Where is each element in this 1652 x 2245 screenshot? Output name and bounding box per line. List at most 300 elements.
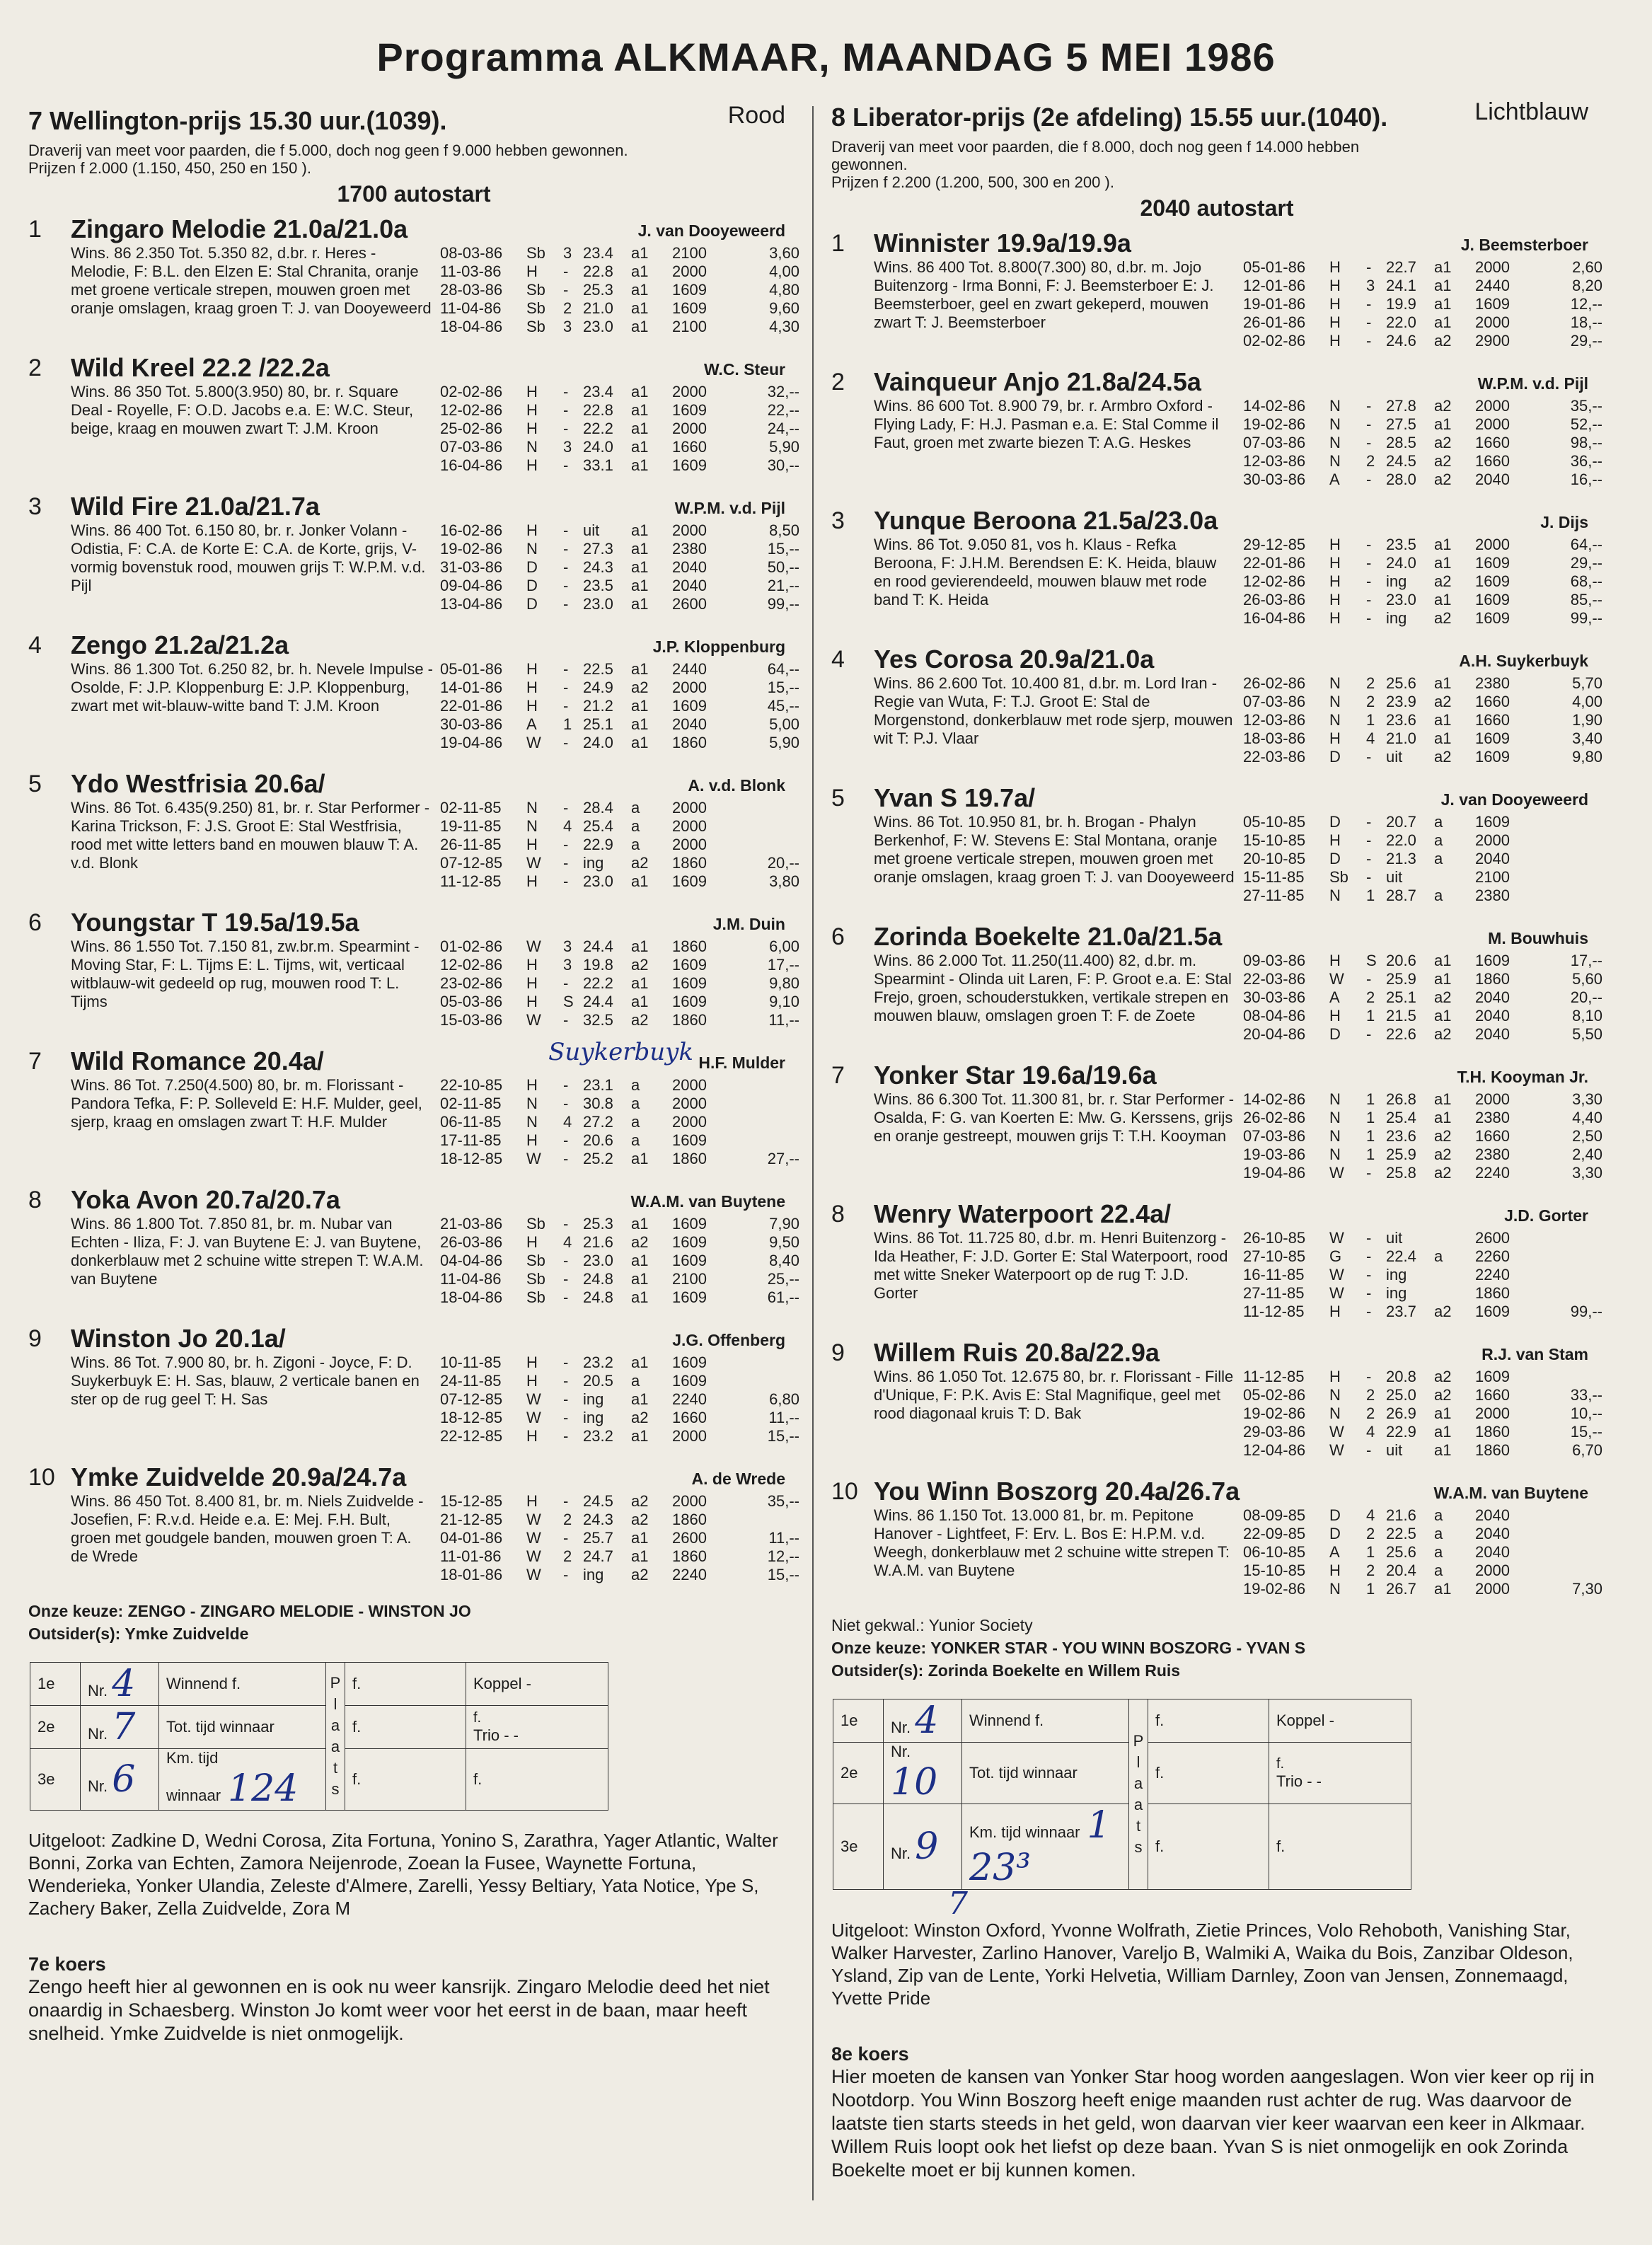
nr-label: Nr. — [891, 1719, 911, 1736]
run-date: 15-03-86 — [440, 1011, 503, 1029]
horse-name: Zingaro Melodie 21.0a/21.0a — [71, 214, 408, 243]
run-track: W — [526, 1150, 541, 1167]
run-odds: 3,60 — [769, 244, 799, 262]
run-start: a1 — [631, 1427, 649, 1445]
run-start: a1 — [1434, 711, 1452, 729]
horse-number: 2 — [28, 354, 42, 381]
run-km-time: 23.2 — [583, 1354, 613, 1371]
handwritten-number: 9 — [915, 1825, 939, 1868]
run-distance: 2440 — [1475, 277, 1510, 294]
run-start: a — [631, 836, 640, 853]
result-row — [30, 1706, 608, 1749]
koppel-label: Koppel — [1276, 1712, 1325, 1729]
run-track: H — [1329, 572, 1341, 590]
run-odds: 50,-- — [767, 558, 799, 576]
run-start: a1 — [1434, 1007, 1452, 1025]
horse-trainer: M. Bouwhuis — [1488, 929, 1588, 947]
run-track: N — [1329, 397, 1341, 415]
run-start: a1 — [631, 521, 649, 539]
run-date: 16-04-86 — [440, 456, 503, 474]
run-row — [440, 1427, 799, 1445]
onze-keuze-label: Onze keuze: — [28, 1602, 124, 1620]
run-start: a2 — [1434, 748, 1452, 766]
run-km-time: 24.4 — [583, 937, 613, 955]
run-position: - — [563, 1427, 569, 1445]
run-row — [1243, 1145, 1602, 1164]
horse-recent-runs — [1236, 1506, 1602, 1598]
run-row — [440, 817, 799, 836]
run-date: 15-10-85 — [1243, 1562, 1306, 1579]
horse-header — [28, 1185, 799, 1215]
run-km-time: 28.0 — [1386, 471, 1416, 488]
run-position: 1 — [1366, 887, 1375, 904]
run-distance: 2000 — [672, 1427, 707, 1445]
run-date: 16-04-86 — [1243, 609, 1306, 627]
run-row — [1243, 1368, 1602, 1386]
run-date: 22-10-85 — [440, 1076, 503, 1094]
niet-gekwal-value: Yunior Society — [928, 1616, 1033, 1634]
run-position: - — [1366, 1284, 1372, 1302]
run-start — [1434, 1266, 1475, 1284]
horse-description: Wins. 86 1.150 Tot. 13.000 81, br. m. Pepitone Hanover - Lightfeet, F: Erv. L. Bos E: H.P.M. v.d. Weegh, donkerblauw met 2 schuine witte strepen T: W.A.M. van Buytene — [874, 1506, 1230, 1579]
run-distance: 1860 — [1475, 1284, 1510, 1302]
run-start: a1 — [1434, 729, 1452, 747]
run-position: - — [1366, 831, 1372, 849]
run-position: 1 — [1366, 1543, 1375, 1561]
run-row — [440, 1215, 799, 1233]
run-start: a1 — [631, 1270, 649, 1288]
niet-gekwal-label: Niet gekwal.: — [831, 1616, 925, 1634]
run-track: H — [526, 383, 538, 400]
run-start: a2 — [1434, 332, 1452, 350]
run-track: A — [1329, 988, 1340, 1006]
run-km-time: 23.0 — [583, 318, 613, 335]
run-position: - — [563, 1150, 569, 1167]
horse-recent-runs — [1236, 1090, 1602, 1182]
run-position: - — [1366, 415, 1372, 433]
run-position: 1 — [1366, 711, 1375, 729]
run-km-time: 22.5 — [583, 660, 613, 678]
run-position: - — [563, 1131, 569, 1149]
run-position: - — [1366, 536, 1372, 553]
run-track: H — [526, 521, 538, 539]
run-row — [1243, 813, 1602, 831]
run-odds: 8,50 — [769, 521, 799, 539]
trio-text: Trio — [1276, 1772, 1303, 1790]
run-track: D — [526, 558, 538, 576]
run-date: 12-02-86 — [440, 956, 503, 974]
run-odds — [1546, 1562, 1602, 1580]
run-date: 29-12-85 — [1243, 536, 1306, 553]
run-km-time: 23.0 — [583, 872, 613, 890]
horse-body — [28, 1354, 799, 1445]
horse-trainer: W.P.M. v.d. Pijl — [674, 499, 785, 517]
run-distance: 1609 — [672, 1372, 707, 1390]
run-track: H — [526, 974, 538, 992]
run-distance: 1609 — [1475, 729, 1510, 747]
run-distance: 2000 — [1475, 313, 1510, 331]
run-odds: 24,-- — [767, 420, 799, 437]
run-distance: 2240 — [672, 1566, 707, 1583]
run-row — [1243, 572, 1602, 591]
run-position: - — [1366, 1247, 1372, 1265]
race-8-result-table — [831, 1699, 1602, 1890]
run-distance: 2040 — [1475, 1007, 1510, 1025]
trio-dashes: - - — [504, 1726, 519, 1744]
horse-description: Wins. 86 Tot. 7.900 80, br. h. Zigoni - Joyce, F: D. Suykerbuyk E: H. Sas, blauw, 2 verticale banen en ster op de rug geel T: H. Sas — [71, 1354, 420, 1408]
run-start: a1 — [1434, 1441, 1452, 1459]
race-8-color: Lichtblauw — [1474, 98, 1588, 125]
run-start: a1 — [1434, 277, 1452, 294]
run-position: - — [1366, 1229, 1372, 1247]
run-track: N — [1329, 1090, 1341, 1108]
horse-recent-runs — [433, 1354, 799, 1445]
horse-description: Wins. 86 Tot. 11.725 80, d.br. m. Henri Buitenzorg - Ida Heather, F: J.D. Gorter E: Stal Waterpoort, rood met witte Sneker Waterpoort op de rug T: J.D. Gorter — [874, 1229, 1228, 1302]
run-start: a2 — [631, 854, 649, 872]
run-km-time: 28.4 — [583, 799, 613, 816]
horse-recent-runs — [1236, 952, 1602, 1044]
run-odds: 4,40 — [1572, 1109, 1602, 1126]
run-odds: 25,-- — [767, 1270, 799, 1288]
run-track: H — [1329, 277, 1341, 294]
race-8-title: 8 Liberator-prijs (2e afdeling) 15.55 uur.(1040). — [831, 103, 1388, 132]
horse-body — [831, 813, 1602, 905]
run-odds: 27,-- — [767, 1150, 799, 1167]
run-position: 3 — [563, 937, 572, 955]
run-km-time: 33.1 — [583, 456, 613, 474]
run-date: 26-01-86 — [1243, 313, 1306, 331]
trio-f: f. — [473, 1770, 483, 1788]
run-position: S — [1366, 952, 1377, 969]
horse-recent-runs — [1236, 536, 1602, 628]
run-position: - — [563, 1492, 569, 1510]
run-track: H — [526, 836, 538, 853]
run-position: - — [563, 1409, 569, 1426]
run-date: 11-03-86 — [440, 262, 502, 280]
run-distance: 2040 — [1475, 1525, 1510, 1542]
mid-label: Winnend f. — [969, 1712, 1044, 1729]
run-position: 4 — [1366, 1506, 1375, 1524]
run-position: - — [1366, 1266, 1372, 1283]
race-7-conditions: Draverij van meet voor paarden, die f 5.000, doch nog geen f 9.000 hebben gewonnen. — [28, 142, 628, 159]
run-date: 10-11-85 — [440, 1354, 502, 1371]
horse-number: 1 — [28, 216, 42, 243]
run-odds: 15,-- — [767, 679, 799, 696]
horse-name: Youngstar T 19.5a/19.5a — [71, 908, 359, 937]
race-7-koers-title: 7e koers — [28, 1953, 106, 1975]
run-start: a — [1434, 887, 1443, 904]
run-start: a1 — [631, 993, 649, 1010]
horse-name: Yoka Avon 20.7a/20.7a — [71, 1185, 340, 1214]
run-position: - — [563, 383, 569, 400]
horse-trainer: W.A.M. van Buytene — [1433, 1484, 1588, 1502]
run-km-time: 20.6 — [583, 1131, 613, 1149]
run-position: - — [563, 660, 569, 678]
run-distance: 2000 — [672, 1492, 707, 1510]
run-track: W — [526, 1547, 541, 1565]
horse-entry — [28, 492, 799, 613]
horse-header — [831, 367, 1602, 397]
run-distance: 1609 — [672, 401, 707, 419]
horse-description: Wins. 86 2.600 Tot. 10.400 81, d.br. m. Lord Iran - Regie van Wuta, F: T.J. Groot E: Stal de Morgenstond, donkerblauw met rode sjerp, mouwen wit T: P.J. Vlaar — [874, 674, 1233, 747]
result-row — [30, 1749, 608, 1811]
nr-label: Nr. — [88, 1777, 108, 1795]
run-date: 18-03-86 — [1243, 729, 1306, 747]
outsider-label: Outsider(s): — [28, 1624, 121, 1643]
run-track: H — [526, 262, 538, 280]
horse-description: Wins. 86 2.350 Tot. 5.350 82, d.br. r. Heres - Melodie, F: B.L. den Elzen E: Stal Chranita, oranje met groene verticale strepen, mouwen groen met oranje omslagen, kraag groen T: J. van Dooyeweerd — [71, 244, 432, 317]
run-track: H — [526, 993, 538, 1010]
run-track: W — [526, 854, 541, 872]
result-nr-cell — [884, 1743, 962, 1804]
run-date: 30-03-86 — [1243, 988, 1306, 1006]
run-position: - — [563, 854, 569, 872]
run-start: a1 — [631, 318, 649, 335]
run-row — [440, 299, 799, 318]
race-8-uitgeloot: Uitgeloot: Winston Oxford, Yvonne Wolfrath, Zietie Princes, Volo Rehoboth, Vanishing Star, Walker Harvester, Zarlino Hanover, Vareljo B, Walmiki A, Waika du Bois, Zanzibar Oldeson, Ysland, Zip van de Lente, Yorki Helvetia, William Darnley, Zoon van Jensen, Zonnemaagd, Yvette Pride — [831, 1920, 1573, 2009]
run-position: - — [1366, 434, 1372, 451]
result-place-label: 3e — [833, 1804, 884, 1890]
run-odds: 5,90 — [769, 734, 799, 751]
run-odds: 64,-- — [1570, 536, 1602, 553]
run-position: 2 — [1366, 693, 1375, 710]
horse-recent-runs — [1236, 1368, 1602, 1460]
horse-number: 2 — [831, 369, 845, 396]
run-date: 19-04-86 — [440, 734, 503, 751]
run-start: a1 — [631, 1288, 649, 1306]
run-km-time: ing — [583, 1390, 604, 1408]
race-8-onze-keuze — [831, 1638, 1602, 1658]
plaats-label: P l a a t s — [1129, 1699, 1148, 1890]
run-start: a2 — [1434, 609, 1452, 627]
run-km-time: 23.4 — [583, 244, 613, 262]
horse-entry — [831, 229, 1602, 350]
horse-header — [28, 353, 799, 383]
koppel-trio-cell — [466, 1749, 608, 1811]
horse-name: Yunque Beroona 21.5a/23.0a — [874, 506, 1218, 535]
horse-recent-runs — [433, 244, 799, 336]
run-row — [1243, 554, 1602, 572]
run-start: a — [631, 1113, 640, 1131]
run-position: - — [563, 799, 569, 816]
run-row — [440, 1547, 799, 1566]
run-date: 02-02-86 — [440, 383, 503, 400]
run-track: W — [1329, 1441, 1344, 1459]
run-row — [1243, 1404, 1602, 1423]
run-position: 1 — [1366, 1007, 1375, 1025]
horse-number: 10 — [28, 1464, 55, 1491]
run-date: 26-03-86 — [440, 1233, 503, 1251]
run-start: a1 — [1434, 1404, 1452, 1422]
run-distance: 2000 — [1475, 258, 1510, 276]
run-distance: 2040 — [1475, 1506, 1510, 1524]
run-km-time: 24.0 — [1386, 554, 1416, 572]
run-km-time: ing — [1386, 572, 1407, 590]
run-odds: 15,-- — [1570, 1423, 1602, 1441]
run-distance: 2240 — [1475, 1266, 1510, 1283]
run-start: a2 — [1434, 1368, 1452, 1385]
run-distance: 1660 — [1475, 1386, 1510, 1404]
run-track: H — [1329, 1562, 1341, 1579]
run-km-time: 20.5 — [583, 1372, 613, 1390]
trio-dashes: - - — [1307, 1772, 1322, 1790]
run-odds — [1546, 887, 1602, 905]
run-track: Sb — [526, 1288, 545, 1306]
run-position: 4 — [1366, 729, 1375, 747]
run-start: a2 — [1434, 1386, 1452, 1404]
run-odds: 98,-- — [1570, 434, 1602, 451]
run-date: 12-02-86 — [1243, 572, 1306, 590]
horse-header — [831, 1061, 1602, 1090]
run-odds: 9,80 — [1572, 748, 1602, 766]
horse-description: Wins. 86 350 Tot. 5.800(3.950) 80, br. r. Square Deal - Royelle, F: O.D. Jacobs e.a. E: W.C. Steur, beige, kraag en mouwen zwart T: J.M. Kroon — [71, 383, 414, 437]
run-start: a1 — [631, 660, 649, 678]
run-start: a2 — [1434, 1303, 1452, 1320]
run-date: 06-11-85 — [440, 1113, 502, 1131]
horse-number: 7 — [831, 1062, 845, 1089]
handwritten-number: 4 — [112, 1663, 136, 1705]
run-date: 16-02-86 — [440, 521, 503, 539]
run-position: - — [563, 558, 569, 576]
run-start: a1 — [1434, 1580, 1452, 1598]
horse-body — [28, 244, 799, 336]
trio-label — [473, 1726, 601, 1745]
horse-trainer: A.H. Suykerbuyk — [1459, 652, 1588, 670]
run-km-time: 23.6 — [1386, 711, 1416, 729]
run-odds: 5,50 — [1572, 1025, 1602, 1043]
run-odds: 8,10 — [1572, 1007, 1602, 1025]
horse-body — [831, 397, 1602, 489]
result-nr-cell — [81, 1663, 159, 1706]
run-date: 08-03-86 — [440, 244, 503, 262]
run-date: 02-11-85 — [440, 1095, 502, 1112]
horse-name: You Winn Boszorg 20.4a/26.7a — [874, 1477, 1240, 1506]
run-position: - — [563, 521, 569, 539]
run-track: D — [526, 595, 538, 613]
run-date: 07-12-85 — [440, 1390, 503, 1408]
run-start: a — [1434, 850, 1443, 867]
run-km-time: 21.3 — [1386, 850, 1416, 867]
plaats-label: P l a a t s — [326, 1663, 345, 1811]
koppel-trio-cell — [1269, 1699, 1411, 1743]
run-start: a — [631, 1076, 640, 1094]
run-km-time: 24.3 — [583, 1511, 613, 1528]
run-distance: 1609 — [1475, 591, 1510, 608]
horse-trainer: A. v.d. Blonk — [688, 776, 785, 795]
run-row — [440, 1076, 799, 1095]
run-track: W — [1329, 970, 1344, 988]
run-km-time: 20.8 — [1386, 1368, 1416, 1385]
run-start: a2 — [631, 1566, 649, 1583]
run-date: 17-11-85 — [440, 1131, 502, 1149]
run-position: 1 — [563, 715, 572, 733]
run-km-time: 21.6 — [1386, 1506, 1416, 1524]
horse-header — [28, 1462, 799, 1492]
run-row — [1243, 1303, 1602, 1321]
run-km-time: 21.2 — [583, 697, 613, 715]
run-date: 12-03-86 — [1243, 711, 1306, 729]
run-distance: 2100 — [672, 1270, 707, 1288]
run-distance: 2040 — [672, 577, 707, 594]
run-odds: 9,60 — [769, 299, 799, 317]
horse-body — [28, 937, 799, 1029]
run-date: 16-11-85 — [1243, 1266, 1305, 1283]
race-7-distance: 1700 autostart — [337, 181, 491, 207]
run-distance: 1609 — [672, 1354, 707, 1371]
horse-entry — [28, 908, 799, 1029]
run-row — [440, 734, 799, 752]
run-position: - — [1366, 471, 1372, 488]
horse-entry — [28, 353, 799, 475]
run-distance: 2100 — [1475, 868, 1510, 886]
run-odds — [743, 1511, 799, 1529]
run-odds: 99,-- — [767, 595, 799, 613]
run-distance: 1609 — [672, 281, 707, 299]
outsider-value: Zorinda Boekelte en Willem Ruis — [928, 1661, 1181, 1680]
run-distance: 1860 — [672, 1547, 707, 1565]
run-km-time: 25.2 — [583, 1150, 613, 1167]
run-track: N — [1329, 434, 1341, 451]
horse-header — [28, 214, 799, 244]
run-date: 18-04-86 — [440, 318, 503, 335]
run-km-time: 21.0 — [583, 299, 613, 317]
run-track: D — [1329, 748, 1341, 766]
run-distance: 1860 — [672, 734, 707, 751]
onze-keuze-value: YONKER STAR - YOU WINN BOSZORG - YVAN S — [930, 1639, 1306, 1657]
run-distance: 1609 — [672, 1233, 707, 1251]
run-position: - — [563, 1011, 569, 1029]
horse-number: 5 — [28, 771, 42, 797]
run-row — [1243, 1025, 1602, 1044]
horse-entry — [831, 1199, 1602, 1321]
horse-entry — [831, 922, 1602, 1044]
result-nr-cell — [884, 1699, 962, 1743]
run-date: 11-12-85 — [440, 872, 502, 890]
run-km-time: 23.4 — [583, 383, 613, 400]
run-row — [440, 383, 799, 401]
horse-description: Wins. 86 Tot. 7.250(4.500) 80, br. m. Florissant - Pandora Tefka, F: P. Solleveld E: H.F. Mulder, geel, sjerp, kraag en omslagen zwart T: H.F. Mulder — [71, 1076, 422, 1131]
run-distance: 1860 — [672, 854, 707, 872]
run-track: H — [526, 420, 538, 437]
run-start: a — [631, 799, 640, 816]
run-distance: 1609 — [1475, 295, 1510, 313]
run-start: a1 — [631, 244, 649, 262]
run-km-time: 24.7 — [583, 1547, 613, 1565]
run-date: 22-03-86 — [1243, 748, 1306, 766]
horse-name: Wild Fire 21.0a/21.7a — [71, 492, 320, 521]
run-distance: 2000 — [672, 420, 707, 437]
run-start: a1 — [631, 1547, 649, 1565]
run-row — [440, 854, 799, 872]
horse-entry — [831, 1477, 1602, 1598]
run-position: - — [563, 974, 569, 992]
run-km-time: 24.3 — [583, 558, 613, 576]
run-odds: 29,-- — [1570, 332, 1602, 350]
run-km-time: 19.9 — [1386, 295, 1416, 313]
race-8-niet-gekwal — [831, 1615, 1602, 1635]
run-date: 05-02-86 — [1243, 1386, 1306, 1404]
horse-body — [831, 1368, 1602, 1460]
run-odds: 7,30 — [1572, 1580, 1602, 1598]
run-track: Sb — [526, 318, 545, 335]
race-7-horse-list — [28, 214, 799, 1584]
run-position: 2 — [1366, 1562, 1375, 1579]
race-8-handwritten-extra: 7 — [948, 1886, 968, 1922]
horse-trainer: J.D. Gorter — [1504, 1206, 1588, 1225]
horse-recent-runs — [433, 799, 799, 891]
run-position: - — [1366, 868, 1372, 886]
run-start: a1 — [631, 1529, 649, 1547]
